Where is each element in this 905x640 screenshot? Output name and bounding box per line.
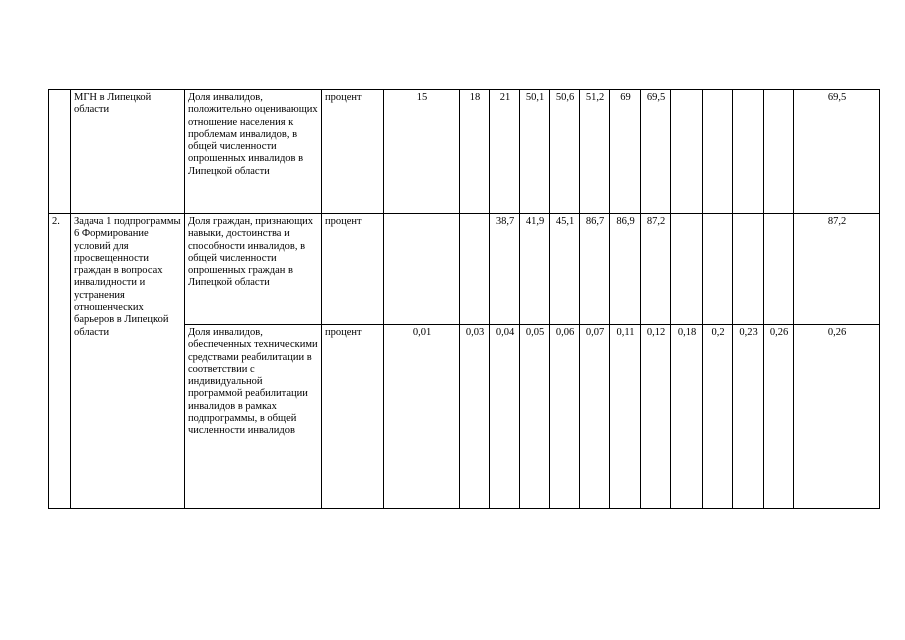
indicator-cell: Доля инвалидов, положительно оценивающих отношение населения к проблемам инвалидов, в общей численности опрошенных инвалидов в Липецкой области xyxy=(185,90,322,214)
value-cell: 0,11 xyxy=(610,325,641,509)
value-cell xyxy=(671,90,703,214)
value-cell xyxy=(733,214,764,325)
final-value-cell: 0,26 xyxy=(794,325,880,509)
unit-cell: процент xyxy=(322,325,384,509)
task-cell: МГН в Липецкой области xyxy=(71,90,185,214)
value-cell: 51,2 xyxy=(580,90,610,214)
value-cell: 0,03 xyxy=(460,325,490,509)
unit-cell: процент xyxy=(322,90,384,214)
value-cell: 0,06 xyxy=(550,325,580,509)
value-cell xyxy=(460,214,490,325)
value-cell: 21 xyxy=(490,90,520,214)
unit-cell: процент xyxy=(322,214,384,325)
table-row xyxy=(49,90,880,214)
value-cell: 0,2 xyxy=(703,325,733,509)
value-cell: 50,6 xyxy=(550,90,580,214)
value-cell xyxy=(703,90,733,214)
value-cell: 18 xyxy=(460,90,490,214)
final-value-cell: 87,2 xyxy=(794,214,880,325)
value-cell xyxy=(733,90,764,214)
value-cell: 0,12 xyxy=(641,325,671,509)
value-cell: 86,9 xyxy=(610,214,641,325)
value-cell: 0,05 xyxy=(520,325,550,509)
value-cell xyxy=(384,214,460,325)
value-cell: 15 xyxy=(384,90,460,214)
row-number xyxy=(49,90,71,214)
value-cell: 69 xyxy=(610,90,641,214)
value-cell: 69,5 xyxy=(641,90,671,214)
value-cell: 38,7 xyxy=(490,214,520,325)
indicators-table xyxy=(48,89,880,509)
value-cell: 0,04 xyxy=(490,325,520,509)
value-cell xyxy=(671,214,703,325)
value-cell: 45,1 xyxy=(550,214,580,325)
final-value-cell: 69,5 xyxy=(794,90,880,214)
value-cell xyxy=(703,214,733,325)
value-cell: 41,9 xyxy=(520,214,550,325)
value-cell: 87,2 xyxy=(641,214,671,325)
table-row xyxy=(49,214,880,325)
value-cell: 50,1 xyxy=(520,90,550,214)
indicator-cell: Доля инвалидов, обеспеченных техническими средствами реабилитации в соответствии с индивидуальной программой реабилитации инвалидов в рамках подпрограммы, в общей численности инвалидов xyxy=(185,325,322,509)
value-cell: 0,07 xyxy=(580,325,610,509)
task-cell: Задача 1 подпрограммы 6 Формирование условий для просвещенности граждан в вопросах инвалидности и устранения отношенческих барьеров в Липецкой области xyxy=(71,214,185,509)
value-cell xyxy=(764,90,794,214)
value-cell: 0,26 xyxy=(764,325,794,509)
value-cell: 0,01 xyxy=(384,325,460,509)
value-cell: 0,18 xyxy=(671,325,703,509)
value-cell xyxy=(764,214,794,325)
value-cell: 86,7 xyxy=(580,214,610,325)
value-cell: 0,23 xyxy=(733,325,764,509)
indicator-cell: Доля граждан, признающих навыки, достоинства и способности инвалидов, в общей численности опрошенных граждан в Липецкой области xyxy=(185,214,322,325)
row-number: 2. xyxy=(49,214,71,509)
